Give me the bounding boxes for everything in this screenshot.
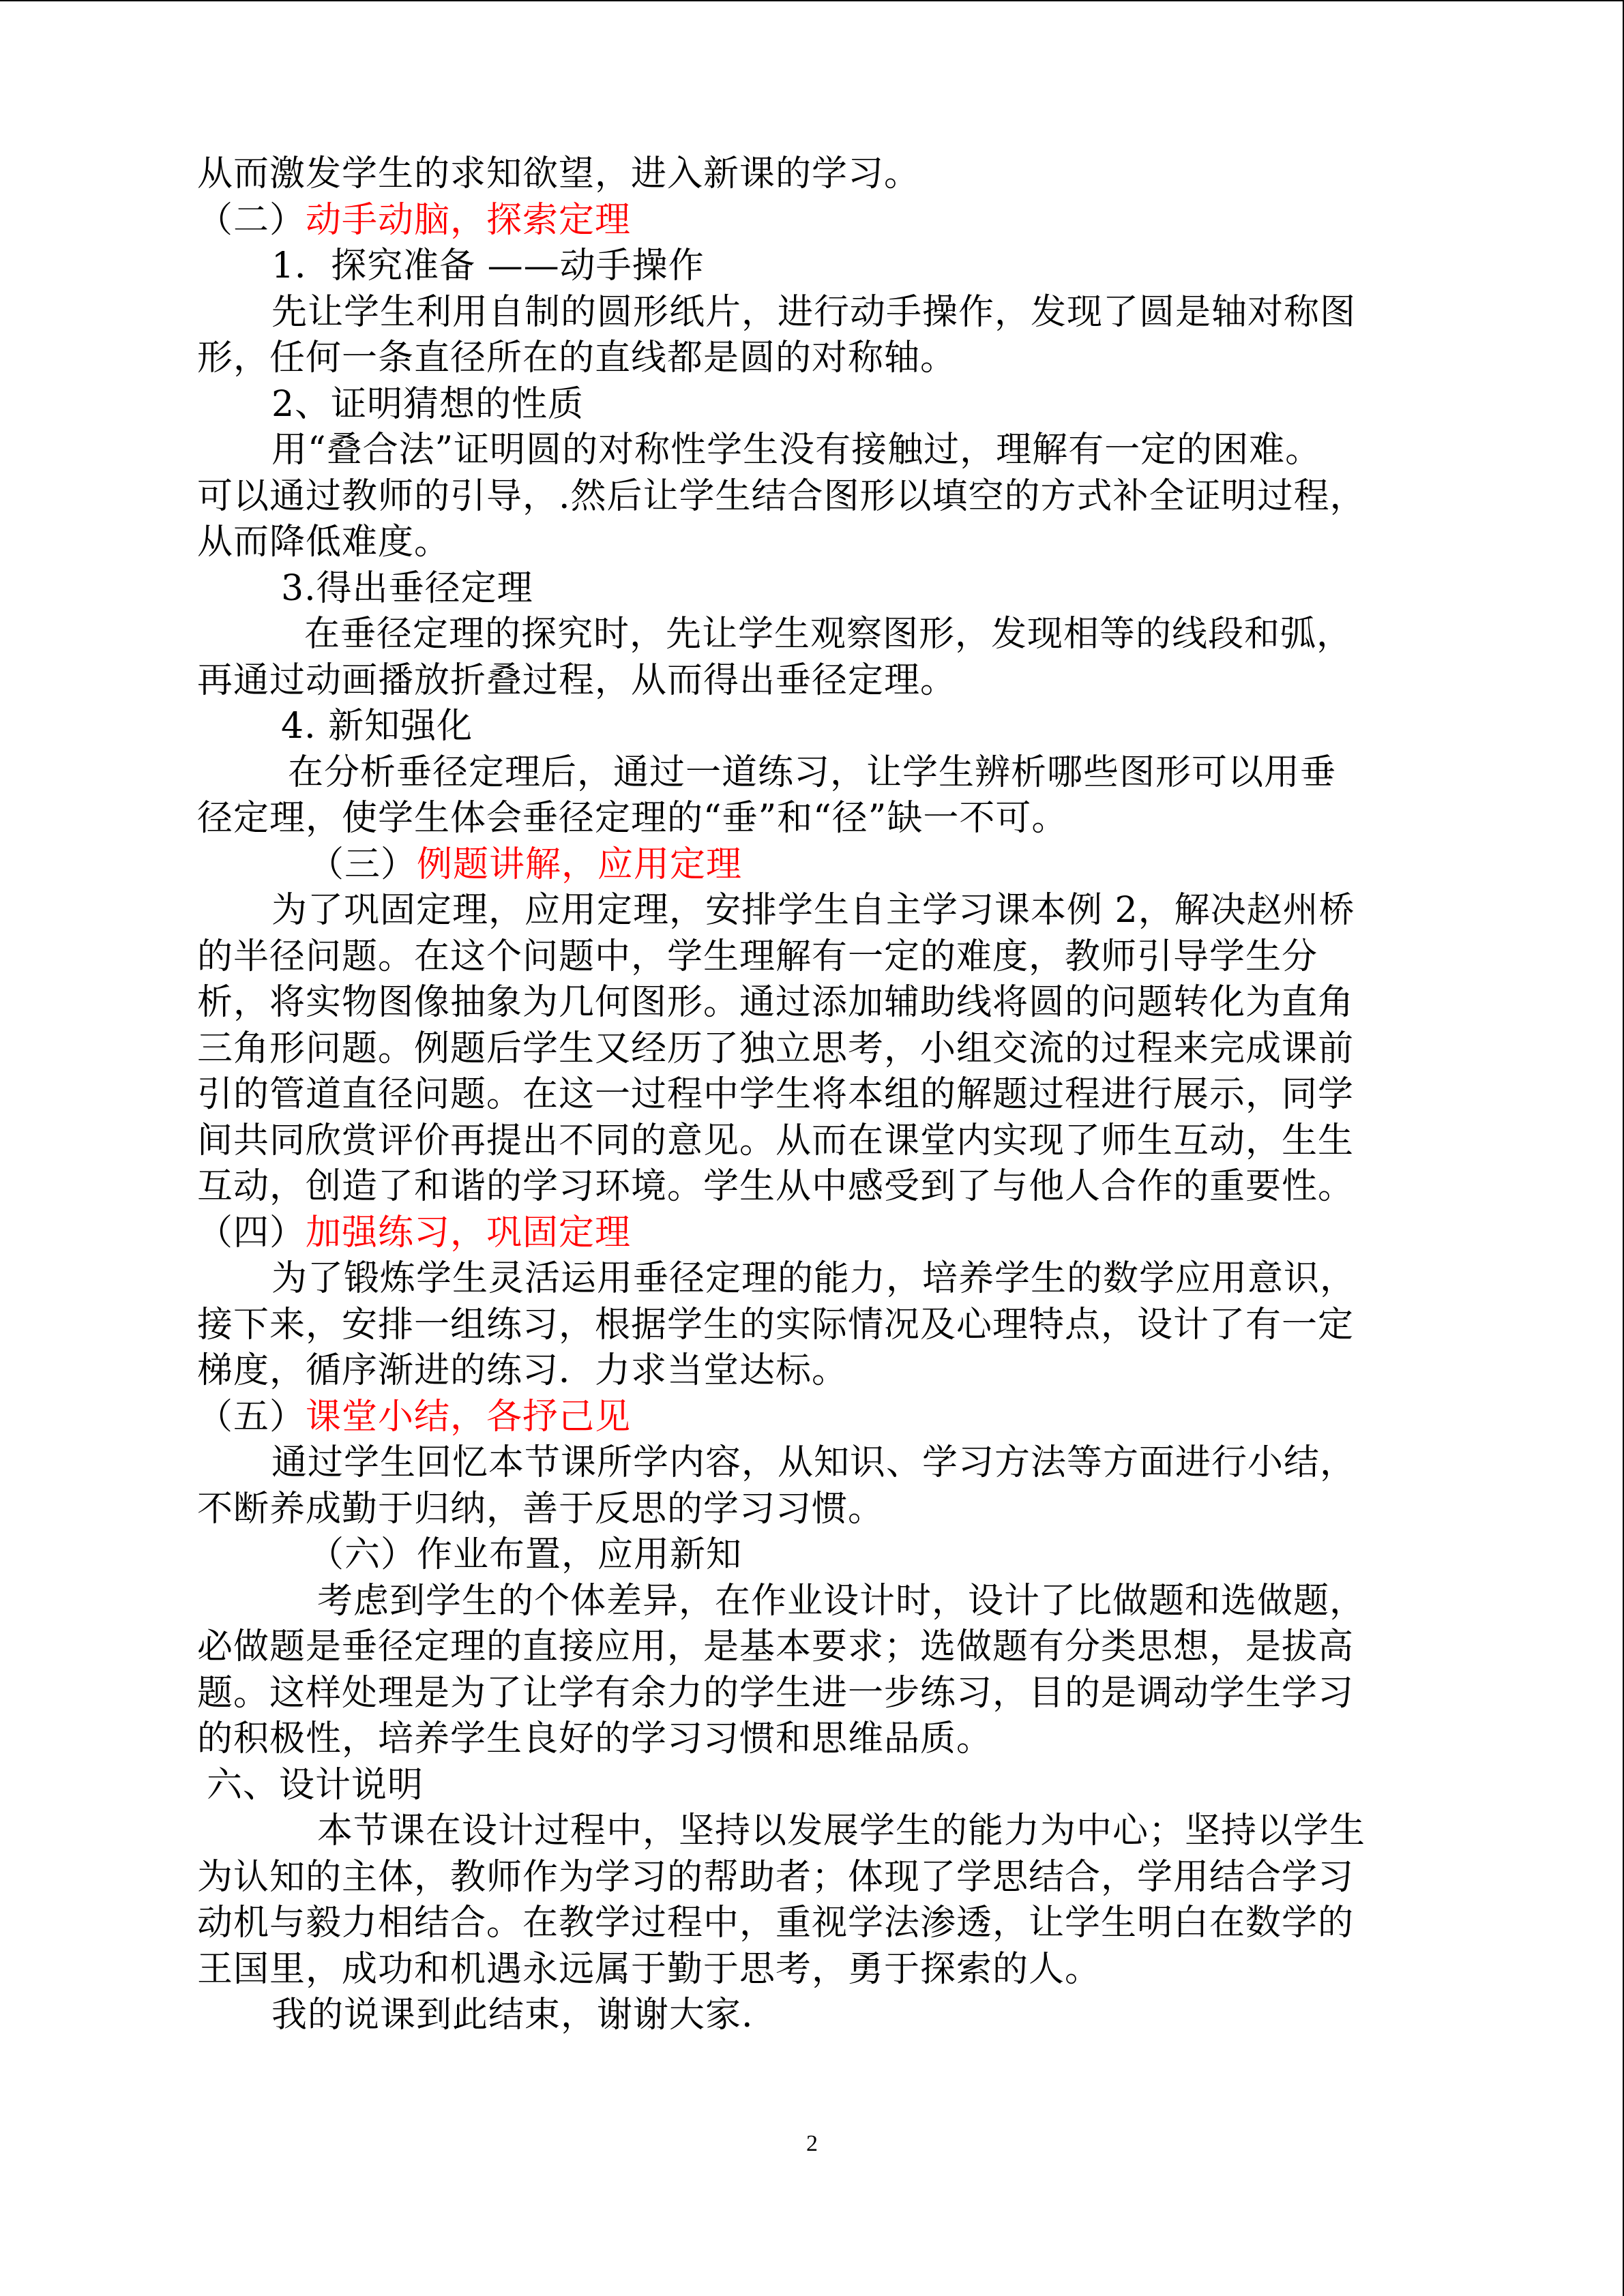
paragraph-line: 不断养成勤于归纳，善于反思的学习习惯。: [197, 1488, 885, 1530]
section-heading: [197, 198, 1425, 244]
paragraph-line: 王国里，成功和机遇永远属于勤于思考，勇于探索的人。: [197, 1948, 1102, 1990]
paragraph-line: 动机与毅力相结合。在教学过程中，重视学法渗透，让学生明白在数学的: [197, 1903, 1355, 1943]
paragraph-line: 接下来，安排一组练习，根据学生的实际情况及心理特点，设计了有一定: [197, 1304, 1355, 1345]
closing-line: 我的说课到此结束，谢谢大家.: [271, 1995, 754, 2036]
section-title: 课堂小结，各抒己见: [306, 1396, 632, 1437]
section-number: （二）: [197, 199, 306, 241]
paragraph-line: 可以通过教师的引导，.然后让学生结合图形以填空的方式补全证明过程，: [197, 475, 1366, 517]
paragraph-line: 从而激发学生的求知欲望，进入新课的学习。: [197, 153, 921, 194]
section-heading: [197, 1395, 1425, 1441]
paragraph-line: 互动，创造了和谐的学习环境。学生从中感受到了与他人合作的重要性。: [197, 1166, 1355, 1207]
section-number: （五）: [197, 1396, 306, 1437]
paragraph-line: 本节课在设计过程中，坚持以发展学生的能力为中心；坚持以学生: [317, 1810, 1366, 1851]
section-heading: （六）作业布置，应用新知: [308, 1534, 743, 1575]
paragraph-line: 在分析垂径定理后，通过一道练习，让学生辨析哪些图形可以用垂: [288, 751, 1337, 793]
section-title: 例题讲解，应用定理: [417, 844, 743, 885]
paragraph-line: 用“叠合法”证明圆的对称性学生没有接触过，理解有一定的困难。: [271, 430, 1322, 471]
paragraph-line: 径定理，使学生体会垂径定理的“垂”和“径”缺一不可。: [197, 798, 1068, 839]
paragraph-line: 题。这样处理是为了让学有余力的学生进一步练习，目的是调动学生学习: [197, 1672, 1355, 1714]
paragraph-line: 为了巩固定理，应用定理，安排学生自主学习课本例 2，解决赵州桥: [271, 890, 1355, 931]
section-heading: [197, 842, 1425, 889]
document-body: [197, 151, 1425, 2039]
subsection-heading: 1．探究准备 ——动手操作: [271, 245, 705, 286]
section-title: 动手动脑，探索定理: [306, 199, 632, 241]
paragraph-line: 通过学生回忆本节课所学内容，从知识、学习方法等方面进行小结，: [271, 1442, 1357, 1483]
paragraph-line: 先让学生利用自制的圆形纸片，进行动手操作，发现了圆是轴对称图: [271, 291, 1357, 333]
paragraph-line: 必做题是垂径定理的直接应用，是基本要求；选做题有分类思想，是拔高: [197, 1626, 1355, 1667]
subsection-heading: 2、证明猜想的性质: [271, 383, 585, 425]
paragraph-line: 三角形问题。例题后学生又经历了独立思考，小组交流的过程来完成课前: [197, 1028, 1355, 1069]
paragraph-line: 为认知的主体，教师作为学习的帮助者；体现了学思结合，学用结合学习: [197, 1856, 1355, 1898]
paragraph-line: 形，任何一条直径所在的直线都是圆的对称轴。: [197, 338, 957, 378]
section-number: （三）: [308, 844, 417, 885]
subsection-heading: 3.得出垂径定理: [281, 567, 533, 609]
paragraph-line: 析，将实物图像抽象为几何图形。通过添加辅助线将圆的问题转化为直角: [197, 982, 1355, 1023]
paragraph-line: 为了锻炼学生灵活运用垂径定理的能力，培养学生的数学应用意识，: [271, 1258, 1357, 1299]
section-title: 加强练习，巩固定理: [306, 1212, 632, 1253]
paragraph-line: 的积极性，培养学生良好的学习习惯和思维品质。: [197, 1718, 993, 1759]
page-border-top: [0, 0, 1624, 1]
section-number: （四）: [197, 1212, 306, 1253]
subsection-heading: 4. 新知强化: [281, 706, 473, 747]
paragraph-line: 引的管道直径问题。在这一过程中学生将本组的解题过程进行展示，同学: [197, 1074, 1355, 1115]
paragraph-line: 考虑到学生的个体差异，在作业设计时，设计了比做题和选做题，: [317, 1580, 1366, 1622]
paragraph-line: 的半径问题。在这个问题中，学生理解有一定的难度，教师引导学生分: [197, 936, 1318, 977]
paragraph-line: 从而降低难度。: [197, 522, 451, 563]
paragraph-line: 在垂径定理的探究时，先让学生观察图形，发现相等的线段和弧，: [304, 614, 1353, 655]
section-heading: [197, 1210, 1425, 1257]
chapter-heading: 六、设计说明: [207, 1764, 424, 1806]
paragraph-line: 梯度，循序渐进的练习．力求当堂达标。: [197, 1350, 848, 1391]
paragraph-line: 再通过动画播放折叠过程，从而得出垂径定理。: [197, 659, 957, 701]
page-number: 2: [806, 2131, 818, 2156]
paragraph-line: 间共同欣赏评价再提出不同的意见。从而在课堂内实现了师生互动，生生: [197, 1120, 1355, 1161]
